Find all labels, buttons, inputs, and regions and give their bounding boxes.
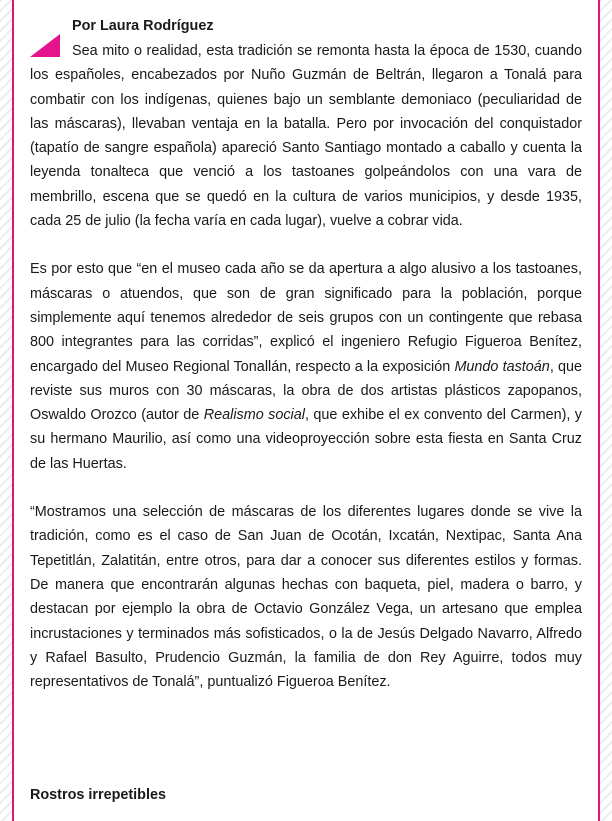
paragraph-2-part-a: Es por esto que “en el museo cada año se da apertura a algo alusivo a los tastoanes, máscaras o atuendos, que son de gran significado para la población, porque simplemente aquí tenemos alrededor de seis grupos con un contingente que rebasa 800 integrantes para las corridas”, explicó el ingeniero Refugio Figueroa Benítez, encargado del Museo Regional Tonallán, respecto a la exposición [30, 261, 582, 375]
exhibition-title: Mundo tastoán [454, 358, 550, 375]
right-accent-border [598, 0, 600, 821]
left-page-pattern [0, 0, 12, 821]
byline: Por Laura Rodríguez [72, 18, 214, 34]
paragraph-3: “Mostramos una selección de máscaras de los diferentes lugares donde se vive la tradición, como es el caso de San Juan de Ocotán, Ixcatán, Nextipac, Santa Ana Tepetitlán, Zalatitán, entre otros, para dar a conocer sus diferentes estilos y formas. De manera que encontrarán algunas hechas con baqueta, piel, madera o barro, y destacan por ejemplo la obra de Octavio González Vega, un artesano que emplea incrustaciones y terminados más sofisticados, o la de Jesús Delgado Navarro, Alfredo y Rafael Basulto, Prudencio Guzmán, la familia de don Rey Aguirre, todos muy representativos de Tonalá”, puntualizó Figueroa Benítez. [30, 504, 582, 691]
artwork-title: Realismo social [203, 407, 305, 424]
right-page-pattern [600, 0, 612, 821]
section-subheading: Rostros irrepetibles [30, 787, 166, 803]
paragraph-2 [30, 257, 582, 476]
paragraph-2-part-c: , que exhibe el ex convento del Carmen), y su hermano Maurilio, así como una videoproyección sobre esta fiesta en Santa Cruz de las Huertas. [30, 407, 583, 472]
article-body [30, 15, 582, 694]
paragraph-1: Sea mito o realidad, esta tradición se remonta hasta la época de 1530, cuando los españoles, encabezados por Nuño Guzmán de Beltrán, llegaron a Tonalá para combatir con los indígenas, quienes bajo un semblante demoniaco (peculiaridad de las máscaras), llevaban ventaja en la batalla. Pero por invocación del conquistador (tapatío de sangre española) apareció Santo Santiago montado a caballo y cuenta la leyenda tonalteca que venció a los tastoanes golpeándolos con una vara de membrillo, escena que se quedó en la cultura de varios municipios, y desde 1935, cada 25 de julio (la fecha varía en cada lugar), vuelve a cobrar vida. [30, 43, 582, 230]
paragraph-2-part-b: , que reviste sus muros con 30 máscaras, la obra de dos artistas plásticos zapopanos, Oswaldo Orozco (autor de [30, 358, 582, 424]
left-accent-border [12, 0, 14, 821]
